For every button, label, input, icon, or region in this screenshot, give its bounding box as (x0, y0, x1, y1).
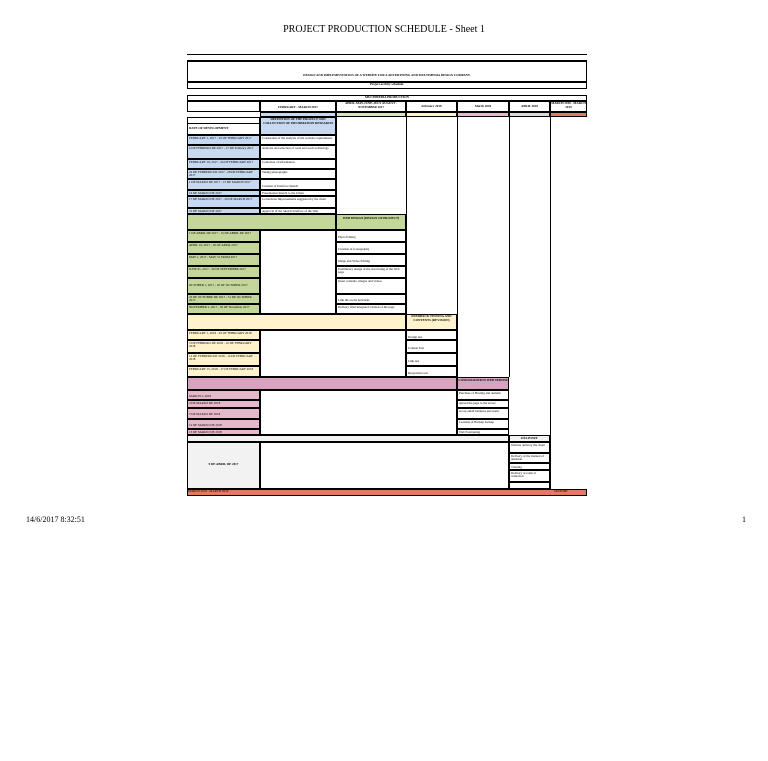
phase4-date: 7 DE MARZO DE 2018 (187, 408, 260, 419)
phase4-date: 2 DE MARZO DE 2018 (187, 400, 260, 408)
phase2-date: APRIL 16, 2017 - 30 OF APRIL 2017 (187, 242, 260, 254)
phase3-task: Design test (406, 330, 457, 340)
phase2-date: OCTOBER 1, 2017 - 20 OF OCTOBER 2017 (187, 278, 260, 294)
phase1-task: Presentation Sketch to the Client (260, 190, 336, 196)
phase1-task: Analysis and selection of tools and work technology (260, 145, 336, 159)
phase4-empty-cell (260, 390, 457, 435)
phase4-title: CONFIGURATION WEB SERVER (457, 377, 509, 390)
phase2-header-band (187, 214, 336, 230)
phase2-date: 23 DE OCTUBRE DE 2017 - 31 DE OCTOBER 2017 (187, 294, 260, 304)
phase4-date: MARCH 1, 2018 (187, 390, 260, 400)
phase1-date: FEBRUARY 1, 2017 - 03 OF FEBRUARY 2017 (187, 135, 260, 145)
phase1-date: 31 DE MARZO DE 2017 (187, 208, 260, 214)
phase5-empty-cell (260, 442, 509, 489)
phase4-date: 13 DE MARZO DE 2018 (187, 429, 260, 435)
col-header-1: FEBRUARY - MARCH 2017 (260, 101, 336, 112)
phase4-header-band (187, 377, 457, 390)
col-header-4: March 2018 (457, 101, 509, 112)
phase4-date: 12 DE MARZO DE 2018 (187, 419, 260, 429)
support-period: MARCH 2018 - MARCH 2019 (188, 489, 229, 493)
grid-line (509, 117, 510, 377)
grid-line (336, 117, 337, 214)
phase2-date: JUNE 01, 2017 - 30 OF SEPTEMBER 2017 (187, 266, 260, 278)
grid-line (457, 117, 458, 377)
phase2-task: Image and Video Editing (336, 254, 406, 266)
section-label: MULTIMEDIA PRODUCTION (187, 95, 587, 101)
phase1-date: 16 DE MARZO DE 2017 (187, 190, 260, 196)
page-number: 1 (742, 515, 746, 524)
phase3-task: Link test (406, 353, 457, 366)
phase4-task: upload the page to the server (457, 400, 509, 408)
phase4-task: Purchase of Hosting and domain (457, 390, 509, 400)
phase3-date: FEBRUARY 15, 2018 - 17 OF FEBRUARY 2018 (187, 366, 260, 377)
phase2-task: Creation of Iconography (336, 242, 406, 254)
phase2-date: 1 DE ABRIL DE 2017 - 15 DE ABRIL DE 2017 (187, 230, 260, 242)
phase3-task: Responsive test (406, 366, 457, 377)
phase5-header-band (187, 435, 509, 442)
col-header-2: APRIL-MAY-JUNE-JULY AUGUST - NOVEMBER 2017 (336, 101, 406, 112)
phase5-title: DELIVERY (509, 435, 550, 442)
phase2-task: Insert contents, images and videos (336, 278, 406, 294)
phase3-header-band (187, 314, 406, 330)
phase1-date: FEBRUARY 19, 2017 - 24 OF FEBRUARY 2017 (187, 159, 260, 169)
print-timestamp: 14/6/2017 8:32:51 (26, 515, 85, 524)
strip-grey (509, 112, 550, 117)
project-subtitle: Project activity schedule. (187, 82, 587, 89)
phase2-task: Photo Editing (336, 230, 406, 242)
phase3-date: FEBRUARY 1, 2018 - 03 OF FEBRUARY 2018 (187, 330, 260, 340)
phase2-task: Preliminary design of the structuring of the Web page (336, 266, 406, 278)
phase5-task: Delivery account of collection (509, 470, 550, 482)
phase1-date: 6 DE FEBRERO DE 2017 - 17 DE February 2017 (187, 145, 260, 159)
phase1-title: DEFINITION OF THE PROJECT AND COLLECTION OF INFORMATION RESEARCH (260, 117, 336, 135)
phase3-date: 5 DE FEBRERO DE 2018 - 10 DE FEBRUARY 2018 (187, 340, 260, 353)
phase2-task: Link the social networks (336, 294, 406, 304)
phase4-task: Web Positioning (457, 429, 509, 435)
strip-salmon (550, 112, 587, 117)
strip-yellow (406, 112, 457, 117)
phase4-task: set up email business electronic (457, 408, 509, 419)
phase3-task: Content Test (406, 340, 457, 353)
phase1-date: 1 DE MARZO DE 2017 - 13 DE MARCH 2017 (187, 179, 260, 190)
phase2-empty-cell (260, 230, 336, 314)
page-title: PROJECT PRODUCTION SCHEDULE - Sheet 1 (283, 24, 485, 35)
col-header-3: February 2018 (406, 101, 457, 112)
phase1-task: Taking photographs (260, 169, 336, 179)
phase1-date: 17 DE MARZO DE 2017 - 29 DE MARCH 2017 (187, 196, 260, 208)
phase1-date: 24 DE FEBRERO DE 2017 - 28 DE FEBRUARY 2017 (187, 169, 260, 179)
project-title: DESIGN AND IMPLEMENTATION OF A WEBSITE FOR A ADVERTISING AND MULTIMEDIA DESIGN COMPANY. (187, 61, 587, 82)
phase1-task: Collection of information (260, 159, 336, 169)
schedule-sheet (187, 54, 587, 496)
strip-pink (457, 112, 509, 117)
phase1-task: Creation of Interface Sketch (260, 179, 336, 190)
phase2-date: NOVEMBER 1, 2017 - 30 OF November 2017 (187, 304, 260, 314)
dates-label: DATE OF DEVELOPMENT (187, 123, 260, 135)
phase4-task: Creation of Backup backup (457, 419, 509, 429)
phase3-empty-cell (260, 330, 406, 377)
phase3-title: FEEDBACK TESTING AND CONTENTS (REVISION) (406, 314, 457, 330)
phase2-date: MAY 1, 2017 - MAY 31 FROM 2017 (187, 254, 260, 266)
phase2-title: WEB DESIGN (DESIGN OF PROJECT) (336, 214, 406, 230)
grid-line (187, 54, 587, 55)
header-blank (187, 101, 260, 112)
phase1-task: Corrections Improvements suggested by the client (260, 196, 336, 208)
phase5-empty-cell (509, 482, 550, 489)
phase1-task: Approval of the Sketch interface of the Web (260, 208, 336, 214)
phase5-task: Delivery of the manual of attention (509, 453, 550, 463)
phase2-task: Delivery final integrated version of the page (336, 304, 406, 314)
phase3-date: 12 DE FEBRERO DE 2018 - 14 DE FEBRUARY 2018 (187, 353, 260, 366)
col-header-6: MARCH 2018 - MARCH 2019 (550, 101, 587, 112)
support-label: SUPPORT (554, 489, 568, 493)
phase5-date: 9 DE ABRIL DE 2017 (187, 442, 260, 489)
grid-line (550, 117, 551, 490)
phase1-task: Conduction of the analysis of the website requirements (260, 135, 336, 145)
col-header-5: APRIL 2018 (509, 101, 550, 112)
strip-green (336, 112, 406, 117)
phase5-task: Website delivery the client (509, 442, 550, 453)
phase5-task: Training (509, 463, 550, 470)
